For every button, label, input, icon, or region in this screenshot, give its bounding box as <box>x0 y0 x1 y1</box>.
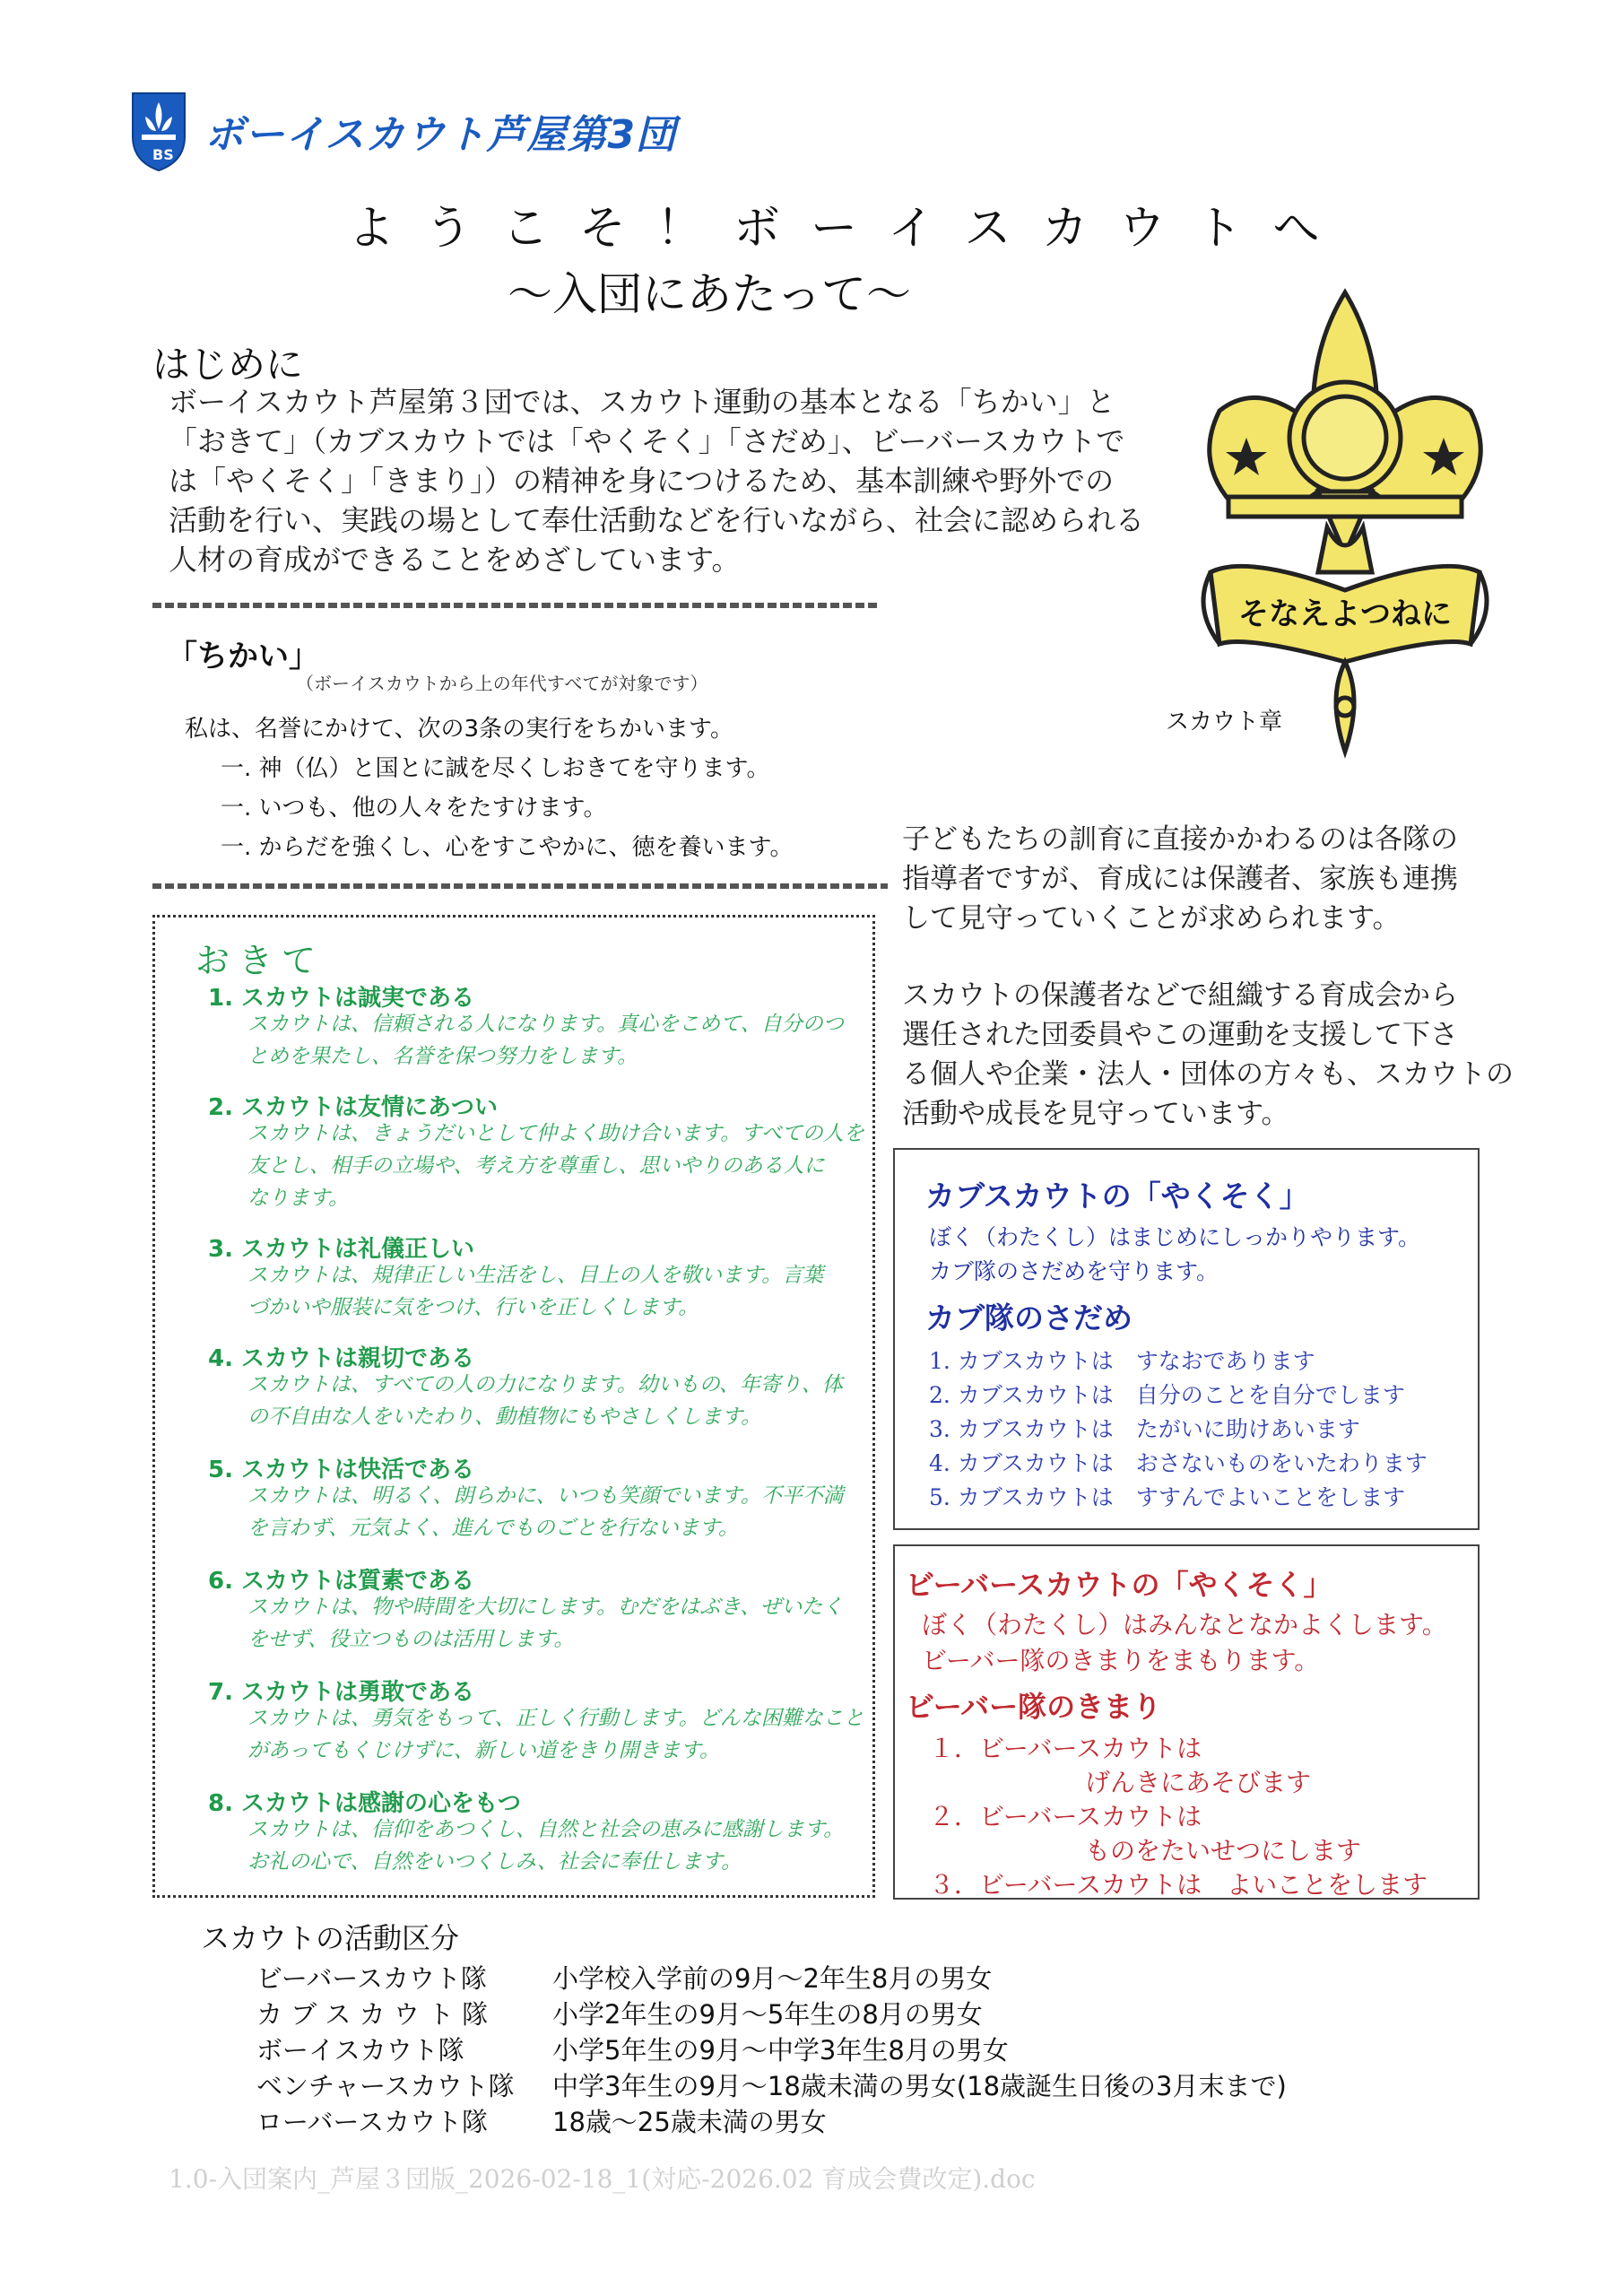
okite-desc-line: の不自由な人をいたわり、動植物にもやさしくします。 <box>247 1405 762 1429</box>
intro-line: 活動を行い、実践の場として奉仕活動などを行いながら、社会に認められる <box>169 503 1145 537</box>
okite-desc-line: スカウトは、物や時間を大切にします。むだをはぶき、ぜいたく <box>247 1596 844 1619</box>
org-name: ボーイスカウト芦屋第3団 <box>204 112 677 158</box>
okite-item-title: 5. スカウトは快活である <box>208 1457 475 1483</box>
beaver-rule: １．ビーバースカウトは <box>929 1734 1202 1763</box>
support-line: して見守っていくことが求められます。 <box>902 902 1401 935</box>
support-line: 子どもたちの訓育に直接かかわるのは各隊の <box>902 823 1458 856</box>
chikai-note: （ボーイスカウトから上の年代すべてが対象です） <box>296 673 708 694</box>
cub-heading: カブスカウトの「やくそく」 <box>925 1178 1309 1213</box>
okite-desc-line: スカウトは、明るく、朗らかに、いつも笑顔でいます。不平不満 <box>247 1484 844 1508</box>
division-desc: 小学5年生の9月～中学3年生8月の男女 <box>552 2035 1009 2066</box>
beaver-rules-heading: ビーバー隊のきまり <box>906 1690 1162 1724</box>
beaver-heading: ビーバースカウトの「やくそく」 <box>906 1568 1332 1602</box>
okite-desc-line: スカウトは、きょうだいとして仲よく助け合います。すべての人を <box>247 1122 864 1145</box>
support-line: 選任された団委員やこの運動を支援して下さ <box>902 1019 1458 1051</box>
okite-item-desc <box>247 1591 843 1656</box>
beaver-promise: ビーバー隊のきまりをまもります。 <box>922 1646 1320 1675</box>
division-name: ボーイスカウト隊 <box>256 2035 464 2066</box>
okite-desc-line: があってもくじけずに、新しい道をきり開きます。 <box>247 1739 720 1762</box>
okite-item-desc <box>247 1369 843 1433</box>
beaver-promise: ぼく（わたくし）はみんなとなかよくします。 <box>922 1610 1447 1639</box>
scout-emblem <box>1193 285 1497 762</box>
intro-line: ボーイスカウト芦屋第３団では、スカウト運動の基本となる「ちかい」と <box>169 385 1115 419</box>
okite-desc-line: をせず、役立つものは活用します。 <box>247 1628 575 1651</box>
page-subtitle: ～入団にあたって～ <box>508 268 911 320</box>
cub-rule: 3. カブスカウトは たがいに助けあいます <box>929 1416 1360 1442</box>
okite-desc-line: づかいや服装に気をつけ、行いを正しくします。 <box>247 1296 699 1319</box>
wavy-divider <box>152 603 879 608</box>
support-line: 指導者ですが、育成には保護者、家族も連携 <box>902 863 1458 895</box>
beaver-rule: ものをたいせつにします <box>1085 1836 1362 1866</box>
support-line: スカウトの保護者などで組織する育成会から <box>902 979 1458 1012</box>
intro-paragraph <box>169 382 1200 579</box>
okite-desc-line: スカウトは、勇気をもって、正しく行動します。どんな困難なこと <box>247 1707 864 1730</box>
division-desc: 18歳～25歳未満の男女 <box>552 2107 827 2137</box>
okite-item-title: 4. スカウトは親切である <box>208 1345 475 1372</box>
okite-item-desc <box>247 1813 844 1878</box>
division-name: ローバースカウト隊 <box>256 2107 489 2137</box>
wavy-divider <box>152 883 888 889</box>
okite-item-title: 1. スカウトは誠実である <box>208 985 475 1012</box>
division-name: ビーバースカウト隊 <box>256 1963 487 1994</box>
okite-desc-line: スカウトは、規律正しい生活をし、目上の人を敬います。言葉 <box>247 1264 824 1287</box>
okite-item-desc <box>247 1008 844 1073</box>
okite-item-desc <box>247 1259 823 1324</box>
division-name: カ ブ ス カ ウ ト 隊 <box>256 1999 489 2030</box>
okite-item-desc <box>247 1480 844 1544</box>
division-desc: 小学校入学前の9月～2年生8月の男女 <box>552 1963 993 1994</box>
okite-desc-line: 友とし、相手の立場や、考え方を尊重し、思いやりのある人に <box>247 1154 825 1178</box>
okite-item-title: 6. スカウトは質素である <box>208 1568 475 1595</box>
division-desc: 中学3年生の9月～18歳未満の男女(18歳誕生日後の3月末まで) <box>552 2071 1287 2101</box>
cub-rule: 2. カブスカウトは 自分のことを自分でします <box>929 1382 1405 1408</box>
support-paragraph <box>902 820 1512 938</box>
division-desc: 小学2年生の9月～5年生の8月の男女 <box>552 1999 983 2030</box>
beaver-rule: げんきにあそびます <box>1085 1768 1312 1797</box>
intro-heading: はじめに <box>152 343 304 387</box>
cub-rule: 5. カブスカウトは すすんでよいことをします <box>929 1484 1406 1510</box>
cub-rules-heading: カブ隊のさだめ <box>925 1300 1133 1335</box>
okite-item-title: 7. スカウトは勇敢である <box>208 1679 475 1706</box>
okite-item-title: 2. スカウトは友情にあつい <box>208 1094 499 1121</box>
okite-desc-line: お礼の心で、自然をいつくしみ、社会に奉仕します。 <box>247 1850 742 1874</box>
file-footer: 1.0-入団案内_芦屋３団版_2026-02-18_1(対応-2026.02 育成会費改定).doc <box>169 2164 1036 2194</box>
okite-desc-line: とめを果たし、名誉を保つ努力をします。 <box>247 1045 638 1068</box>
svg-text:BS: BS <box>152 146 174 163</box>
support-paragraph <box>902 976 1512 1134</box>
chikai-item: 一. 神（仏）と国とに誠を尽くしおきてを守ります。 <box>221 755 770 782</box>
intro-line: は「やくそく」「きまり」）の精神を身につけるため、基本訓練や野外での <box>169 464 1115 498</box>
support-line: る個人や企業・法人・団体の方々も、スカウトの <box>902 1058 1514 1091</box>
emblem-caption: スカウト章 <box>1166 709 1283 735</box>
chikai-item: 一. いつも、他の人々をたすけます。 <box>221 795 607 822</box>
beaver-rule: ２．ビーバースカウトは <box>929 1802 1202 1831</box>
okite-item-title: 3. スカウトは礼儀正しい <box>208 1236 475 1263</box>
okite-item-desc <box>247 1118 864 1214</box>
page-title: ようこそ！ボーイスカウトへ <box>348 202 1350 256</box>
chikai-heading: 「ちかい」 <box>167 639 319 674</box>
cub-promise: ぼく（わたくし）はまじめにしっかりやります。 <box>929 1224 1421 1250</box>
okite-item-desc <box>247 1702 864 1767</box>
chikai-item: 一. からだを強くし、心をすこやかに、徳を養います。 <box>221 834 794 861</box>
division-name: ベンチャースカウト隊 <box>256 2071 515 2101</box>
beaver-rule: ３．ビーバースカウトは よいことをします <box>929 1870 1428 1900</box>
intro-line: 「おきて」（カブスカウトでは「やくそく」「さだめ」、ビーバースカウトで <box>169 424 1125 458</box>
okite-heading: おきて <box>195 941 325 980</box>
chikai-intro: 私は、名誉にかけて、次の3条の実行をちかいます。 <box>185 716 733 743</box>
support-line: 活動や成長を見守っています。 <box>902 1098 1289 1130</box>
okite-desc-line: なります。 <box>247 1187 350 1210</box>
cub-promise: カブ隊のさだめを守ります。 <box>929 1258 1219 1284</box>
cub-rule: 1. カブスカウトは すなおであります <box>929 1348 1315 1374</box>
okite-desc-line: スカウトは、信頼される人になります。真心をこめて、自分のつ <box>247 1013 844 1036</box>
cub-rule: 4. カブスカウトは おさないものをいたわります <box>929 1450 1428 1476</box>
okite-desc-line: を言わず、元気よく、進んでものごとを行ないます。 <box>247 1517 739 1540</box>
okite-desc-line: スカウトは、信仰をあつくし、自然と社会の恵みに感謝します。 <box>247 1818 845 1841</box>
emblem-motto: そなえよつねに <box>1238 596 1452 632</box>
intro-line: 人材の育成ができることをめざしています。 <box>169 543 741 577</box>
okite-desc-line: スカウトは、すべての人の力になります。幼いもの、年寄り、体 <box>247 1373 843 1396</box>
okite-item-title: 8. スカウトは感謝の心をもつ <box>208 1790 522 1817</box>
divisions-heading: スカウトの活動区分 <box>201 1921 460 1955</box>
